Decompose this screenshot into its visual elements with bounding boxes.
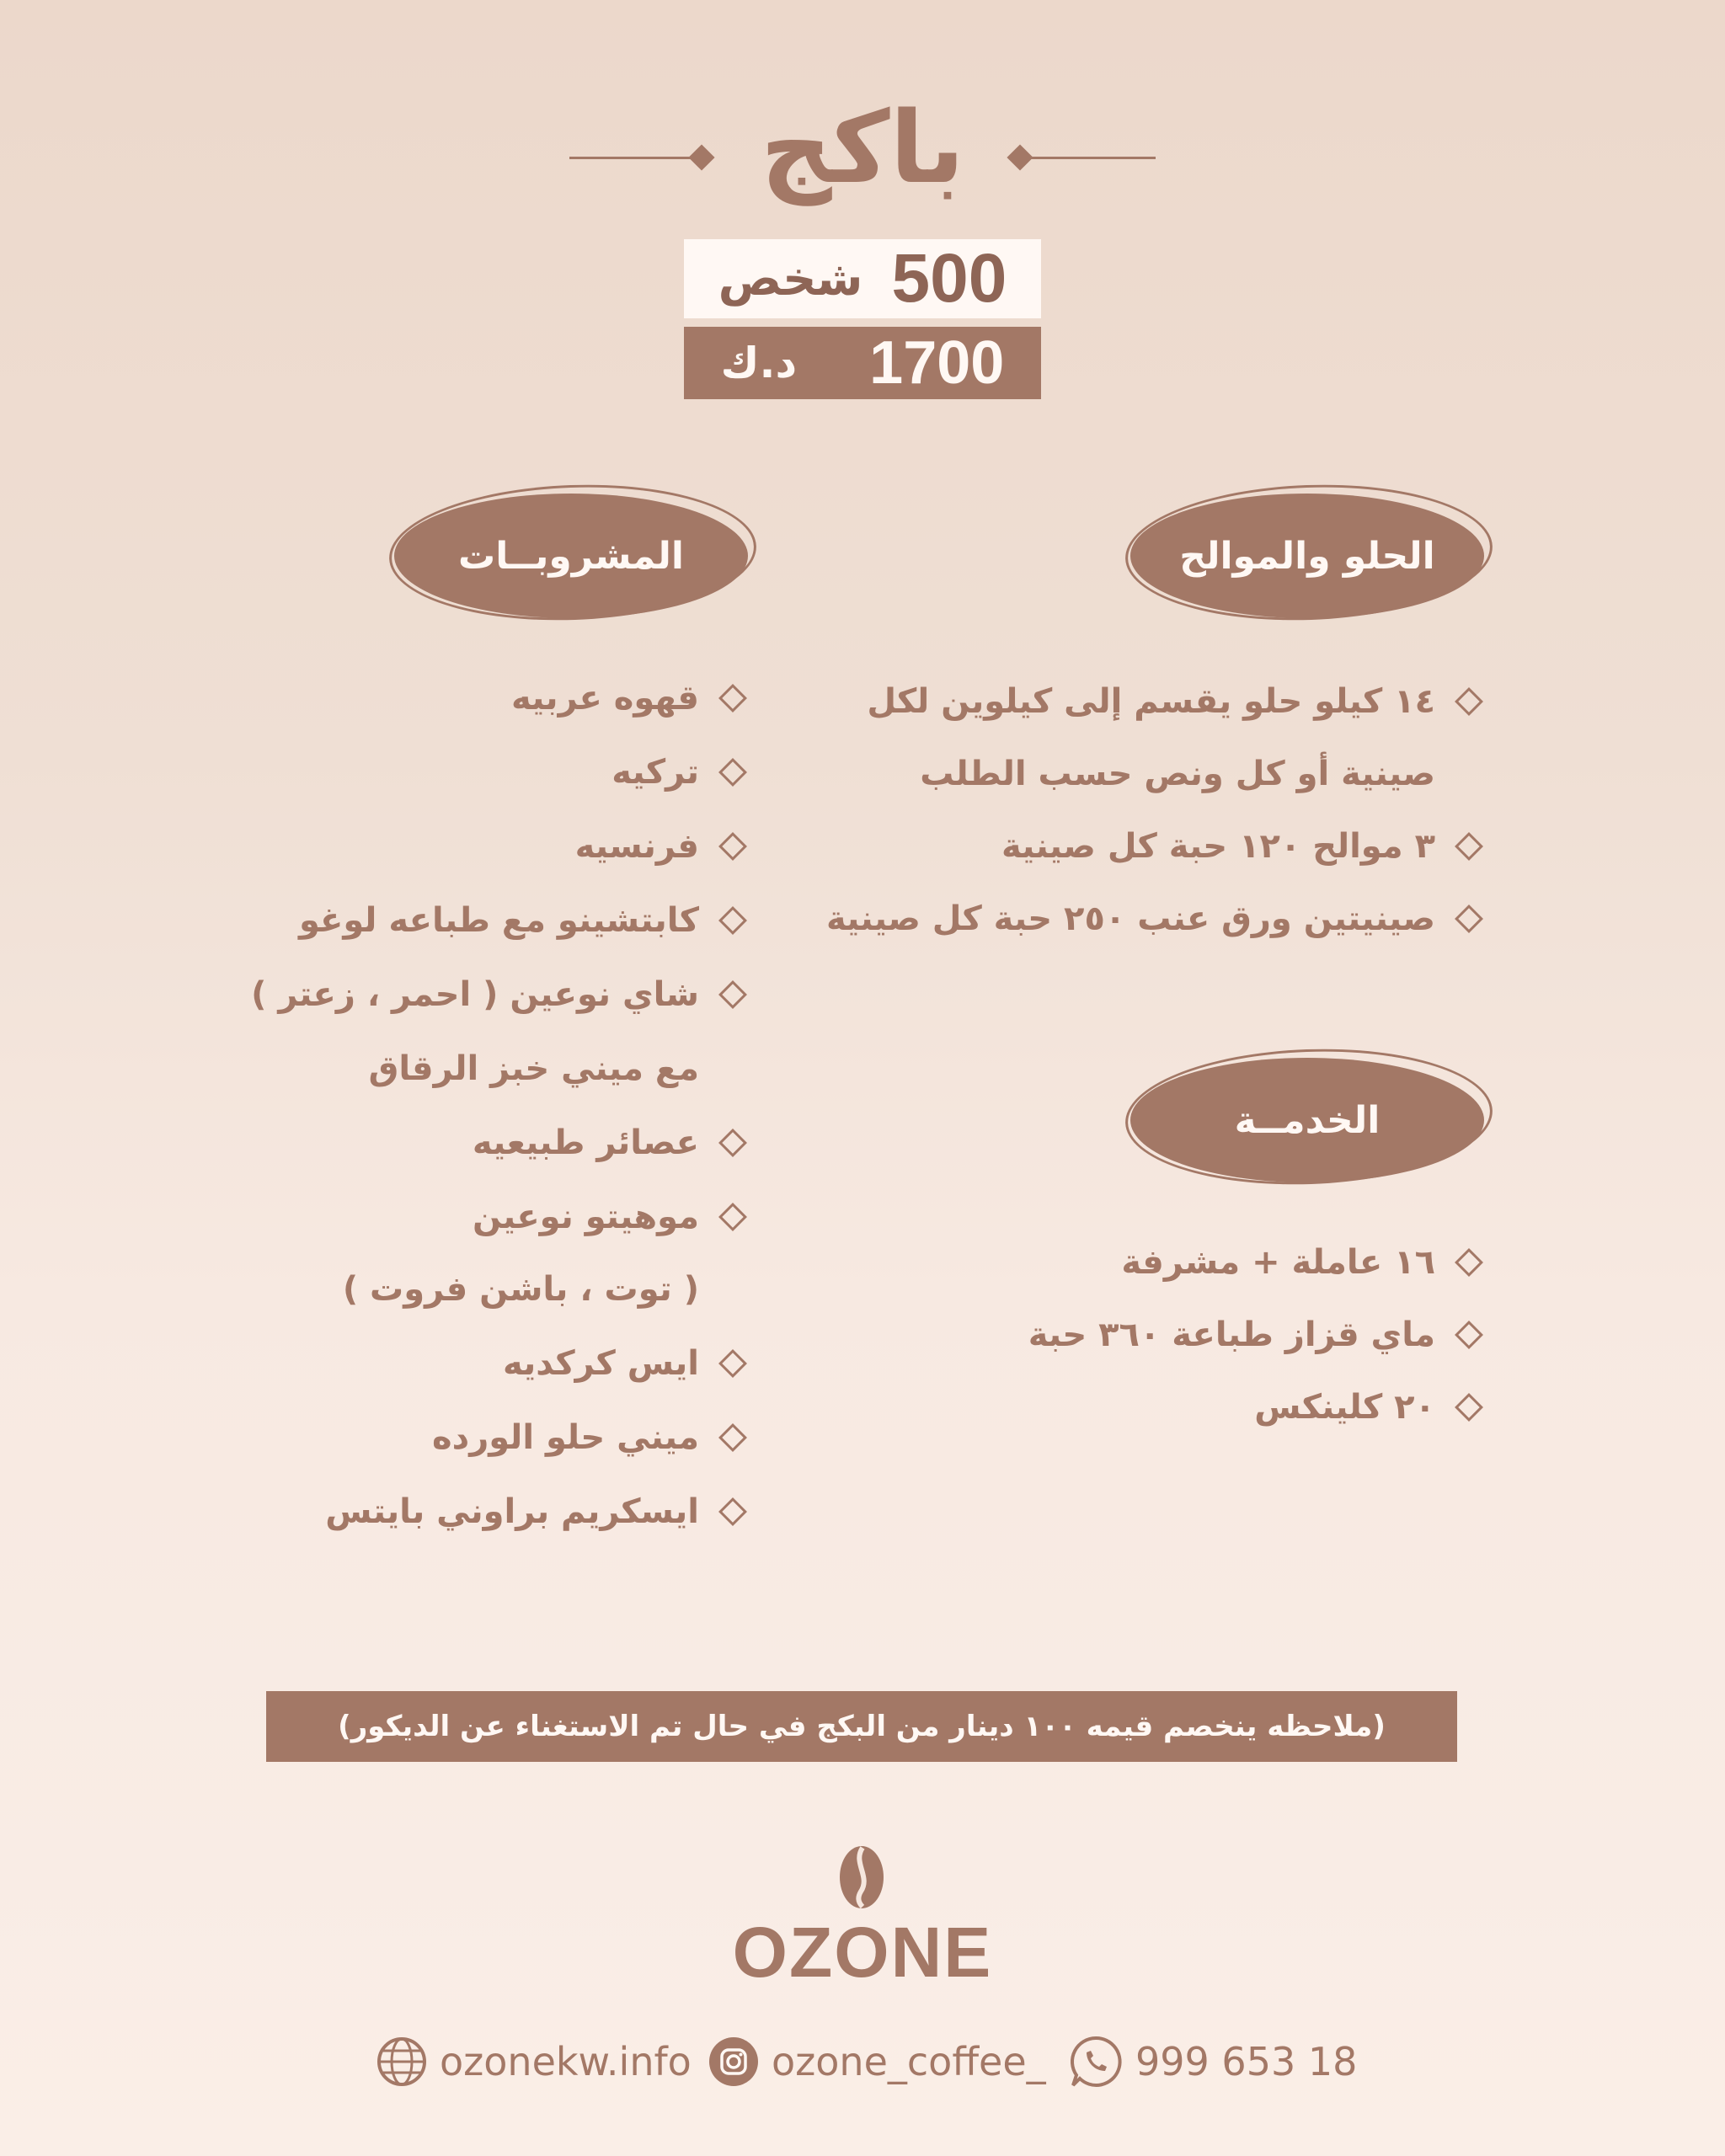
website-contact[interactable] — [376, 2030, 692, 2094]
list-item: قهوه عربيه — [511, 679, 748, 718]
list-item: ١٤ كيلو حلو يقسم إلى كيلوين لكل — [867, 682, 1484, 721]
list-item: صينية أو كل ونص حسب الطلب — [920, 755, 1435, 793]
persons-value: 500 — [891, 240, 1007, 317]
list-item: شاي نوعين ( احمر ، زعتر ) — [251, 975, 748, 1014]
list-item: صينيتين ورق عنب ٢٥٠ حبة كل صينية — [826, 899, 1484, 938]
diamond-bullet-icon — [718, 980, 747, 1009]
diamond-bullet-icon — [1455, 1393, 1483, 1422]
list-item: مع ميني خبز الرقاق — [368, 1049, 699, 1088]
price-unit: د.ك — [720, 339, 798, 387]
page-title: باكج — [760, 89, 965, 205]
drinks-list — [108, 0, 748, 2156]
brand-logo-text: OZONE — [732, 1913, 993, 1992]
list-item: فرنسيه — [575, 827, 748, 866]
service-heading-label: الخدمــة — [1234, 1098, 1381, 1142]
diamond-bullet-icon — [718, 832, 747, 861]
list-item: ماي قزاز طباعة ٣٦٠ حبة — [1028, 1315, 1484, 1354]
list-item: تركيه — [611, 753, 748, 792]
drinks-heading-label: المشروبــات — [458, 534, 684, 578]
discount-note — [266, 1691, 1457, 1762]
discount-note-text: (ملاحظه ينخصم قيمه ١٠٠ دينار من البكج في حال تم الاستغناء عن الديكور) — [338, 1710, 1386, 1743]
coffee-bean-icon — [837, 1844, 886, 1910]
list-item: ١٦ عاملة + مشرفة — [1121, 1243, 1484, 1282]
price-value: 1700 — [869, 329, 1005, 397]
diamond-bullet-icon — [718, 684, 747, 712]
diamond-bullet-icon — [718, 1349, 747, 1378]
website-text[interactable]: ozonekw.info — [440, 2039, 692, 2084]
instagram-contact[interactable] — [708, 2030, 1046, 2094]
whatsapp-icon — [1068, 2034, 1124, 2089]
service-list — [726, 0, 1484, 2156]
persons-unit: شخص — [718, 251, 863, 307]
list-item: كابتشينو مع طباعه لوغو — [299, 901, 748, 940]
diamond-bullet-icon — [718, 1129, 747, 1157]
diamond-bullet-icon — [718, 758, 747, 787]
diamond-bullet-icon — [718, 1203, 747, 1231]
globe-icon — [376, 2036, 428, 2088]
diamond-bullet-icon — [1455, 1321, 1483, 1349]
instagram-text[interactable]: ozone_coffee_ — [772, 2039, 1046, 2084]
whatsapp-contact[interactable] — [1068, 2030, 1357, 2094]
diamond-bullet-icon — [718, 1423, 747, 1452]
diamond-bullet-icon — [1455, 1248, 1483, 1277]
list-item: ميني حلو الورده — [432, 1418, 748, 1457]
list-item: ايسكريم براوني بايتس — [325, 1492, 748, 1531]
phone-text[interactable]: 999 653 18 — [1135, 2039, 1358, 2084]
diamond-bullet-icon — [718, 1497, 747, 1526]
list-item: ايس كركديه — [503, 1344, 748, 1383]
list-item: عصائر طبيعيه — [473, 1123, 748, 1162]
sweets-heading-label: الحلو والموالح — [1179, 534, 1435, 578]
diamond-bullet-icon — [718, 906, 747, 935]
list-item: موهيتو نوعين — [473, 1198, 748, 1236]
list-item: ٢٠ كلينكس — [1254, 1388, 1484, 1427]
list-item: ٣ موالح ١٢٠ حبة كل صينية — [1001, 827, 1484, 866]
instagram-icon — [708, 2036, 760, 2088]
list-item: ( توت ، باشن فروت ) — [342, 1270, 699, 1309]
